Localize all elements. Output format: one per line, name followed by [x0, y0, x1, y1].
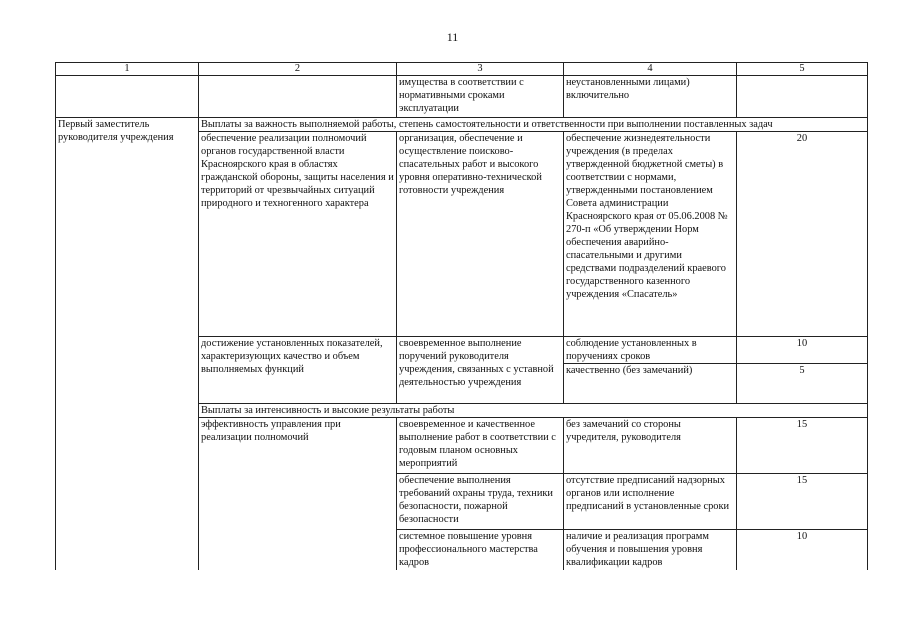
- column-header-5: 5: [737, 63, 868, 76]
- condition-cell: качественно (без замечаний): [564, 364, 737, 404]
- page-number: 11: [446, 30, 459, 44]
- points-cell: 20: [737, 132, 868, 337]
- condition-cell: без замечаний со стороны учредителя, руководителя: [564, 418, 737, 474]
- points-cell: 15: [737, 474, 868, 530]
- section-title-importance: Выплаты за важность выполняемой работы, степень самостоятельности и ответственности при выполнении поставленных задач: [199, 118, 868, 132]
- criterion-cell: обеспечение выполнения требований охраны труда, техники безопасности, пожарной безопасности: [397, 474, 564, 530]
- indicator-cell: обеспечение реализации полномочий органов государственной власти Красноярского края в областях гражданской обороны, защиты населения и территорий от чрезвычайных ситуаций природного и техногенного характера: [199, 132, 397, 337]
- condition-cell: соблюдение установленных в поручениях сроков: [564, 337, 737, 364]
- column-header-4: 4: [564, 63, 737, 76]
- points-cell: 5: [737, 364, 868, 404]
- indicator-cell: эффективность управления при реализации полномочий: [199, 418, 397, 570]
- cont-col1: [56, 76, 199, 118]
- continuation-row: [56, 76, 868, 118]
- column-header-3: 3: [397, 63, 564, 76]
- points-cell: 10: [737, 530, 868, 570]
- criterion-cell: организация, обеспечение и осуществление поисково-спасательных работ и высокого уровня оперативно-технической готовности учреждения: [397, 132, 564, 337]
- cont-criterion: имущества в соответствии с нормативными сроками эксплуатации: [397, 76, 564, 118]
- points-cell: 10: [737, 337, 868, 364]
- condition-cell: наличие и реализация программ обучения и повышения уровня квалификации кадров: [564, 530, 737, 570]
- criterion-cell: системное повышение уровня профессионального мастерства кадров: [397, 530, 564, 570]
- criterion-cell: своевременное и качественное выполнение работ в соответствии с годовым планом основных мероприятий: [397, 418, 564, 474]
- condition-cell: обеспечение жизнедеятельности учреждения (в пределах утвержденной бюджетной сметы) в соответствии с нормами, утвержденными постановлением Совета администрации Красноярского края от 05.06.2008 № 270-п «Об утверждении Норм обеспечения аварийно-спасательными и другими средствами подразделений краевого государственного казенного учреждения «Спасатель»: [564, 132, 737, 337]
- table-header-row: [56, 63, 868, 76]
- column-header-1: 1: [56, 63, 199, 76]
- condition-cell: отсутствие предписаний надзорных органов или исполнение предписаний в установленные сроки: [564, 474, 737, 530]
- indicator-cell: достижение установленных показателей, характеризующих качество и объем выполняемых функций: [199, 337, 397, 404]
- criterion-cell: своевременное выполнение поручений руководителя учреждения, связанных с уставной деятельностью учреждения: [397, 337, 564, 404]
- cont-col5: [737, 76, 868, 118]
- section-title-intensity: Выплаты за интенсивность и высокие результаты работы: [199, 404, 868, 418]
- payments-table: [55, 62, 868, 570]
- position-cell: Первый заместитель руководителя учреждения: [56, 118, 199, 570]
- cont-col2: [199, 76, 397, 118]
- points-cell: 15: [737, 418, 868, 474]
- column-header-2: 2: [199, 63, 397, 76]
- cont-condition: неустановленными лицами) включительно: [564, 76, 737, 118]
- section-row-importance: [56, 118, 868, 132]
